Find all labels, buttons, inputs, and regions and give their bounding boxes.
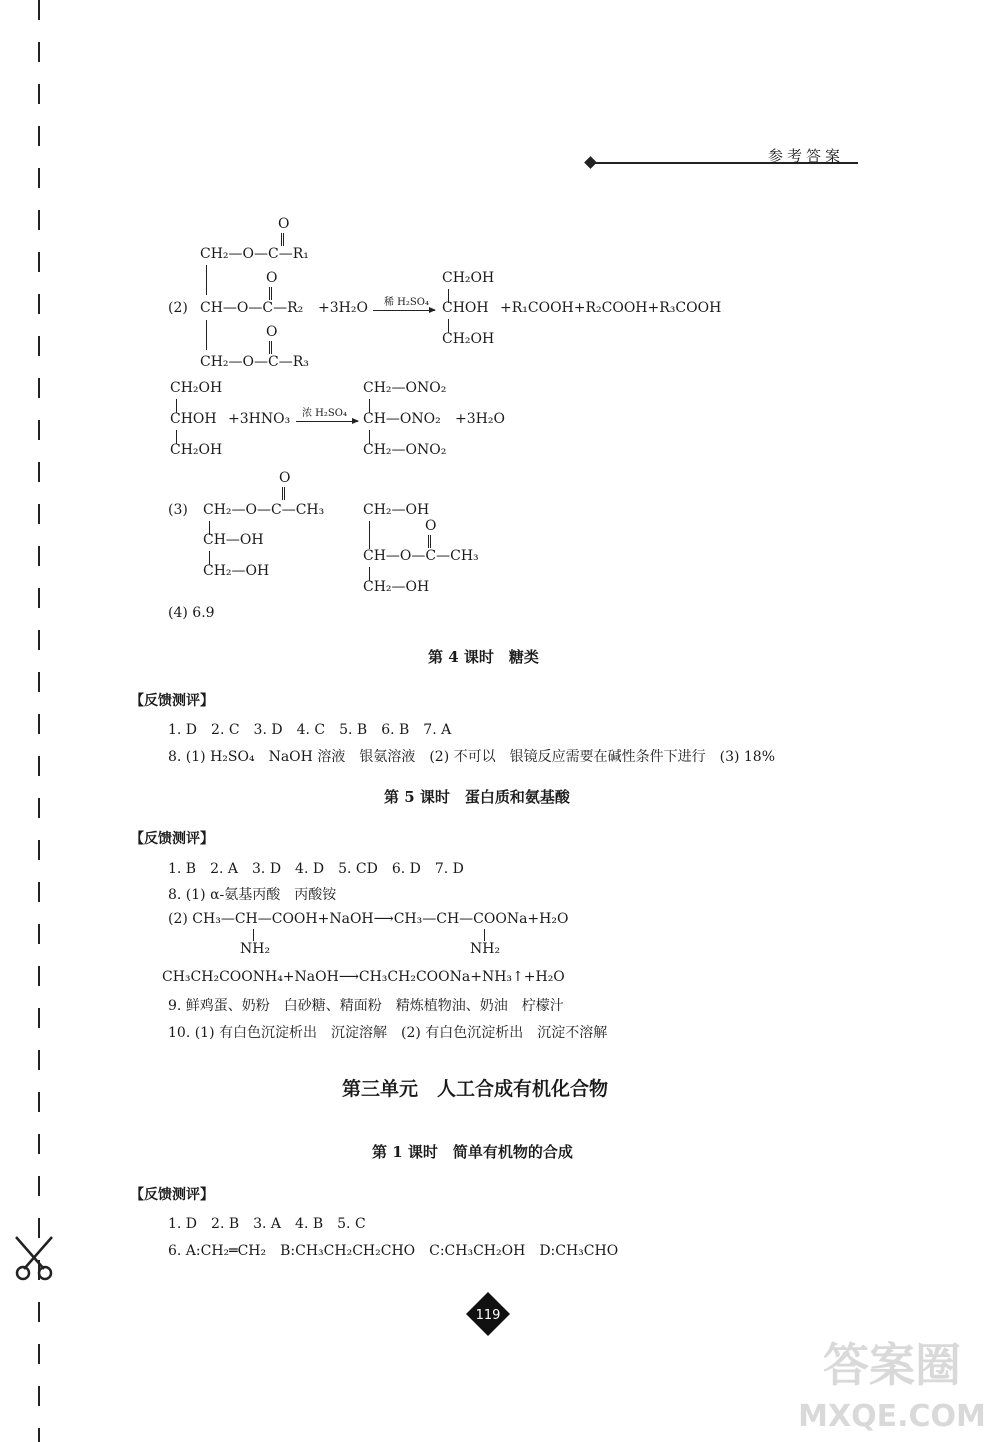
reagent: +3H₂O: [318, 300, 368, 316]
page-number: 119: [475, 1308, 501, 1323]
carbonyl-o: O: [279, 470, 291, 486]
double-bond: [282, 487, 285, 500]
cut-line: [38, 0, 40, 1442]
answer-line: 1. D 2. B 3. A 4. B 5. C: [168, 1216, 366, 1232]
watermark-logo: [792, 1326, 992, 1436]
unit-title: 第三单元 人工合成有机化合物: [342, 1078, 609, 1100]
answer-4: (4) 6.9: [168, 605, 215, 621]
lesson-1-title: 第 1 课时 简单有机物的合成: [372, 1143, 573, 1161]
carbonyl-o: O: [266, 270, 278, 286]
reactant-row-1: CH₂OH: [170, 380, 223, 396]
feedback-heading: 【反馈测评】: [130, 1187, 214, 1203]
lesson-5-title: 第 5 课时 蛋白质和氨基酸: [384, 788, 570, 806]
product-row-3: CH₂OH: [442, 331, 495, 347]
watermark-text: 答案圈: [823, 1338, 961, 1392]
bond: [206, 320, 207, 350]
item-label: (2): [168, 300, 188, 316]
water-product: +3H₂O: [455, 411, 505, 427]
answer-line: 8. (1) H₂SO₄ NaOH 溶液 银氨溶液 (2) 不可以 银镜反应需要在碱性条件下进行 (3) 18%: [168, 749, 776, 765]
isomer-a-row-2: CH—OH: [203, 532, 264, 548]
amino-group: NH₂: [470, 941, 501, 957]
double-bond: [269, 287, 272, 300]
answer-line: 1. B 2. A 3. D 4. D 5. CD 6. D 7. D: [168, 861, 464, 877]
feedback-heading: 【反馈测评】: [130, 693, 214, 709]
answer-line: 10. (1) 有白色沉淀析出 沉淀溶解 (2) 有白色沉淀析出 沉淀不溶解: [168, 1025, 608, 1041]
double-bond: [269, 341, 272, 354]
isomer-b-row-1: CH₂—OH: [363, 502, 430, 518]
product-row-1: CH₂—ONO₂: [363, 380, 447, 396]
answer-equation: CH₃CH₂COONH₄+NaOH⟶CH₃CH₂COONa+NH₃↑+H₂O: [162, 969, 565, 985]
answer-line: 8. (1) α-氨基丙酸 丙酸铵: [168, 887, 337, 903]
bond: [253, 929, 254, 941]
ester-row-3: CH₂—O—C—R₃: [200, 354, 309, 370]
carbonyl-o: O: [425, 518, 437, 534]
product-row-3: CH₂—ONO₂: [363, 442, 447, 458]
isomer-a-row-1: CH₂—O—C—CH₃: [203, 502, 325, 518]
carbonyl-o: O: [266, 324, 278, 340]
reactant-row-3: CH₂OH: [170, 442, 223, 458]
header-title: 参考答案: [768, 147, 845, 165]
condition: 浓 H₂SO₄: [302, 408, 347, 419]
page-number-badge: [464, 1290, 512, 1338]
product-row-2: CH—ONO₂: [363, 411, 441, 427]
reaction-arrow: [373, 310, 435, 311]
answer-line: 1. D 2. C 3. D 4. C 5. B 6. B 7. A: [168, 722, 452, 738]
watermark-url: MXQE.COM: [798, 1399, 986, 1434]
condition: 稀 H₂SO₄: [384, 297, 429, 308]
answer-equation: (2) CH₃—CH—COOH+NaOH⟶CH₃—CH—COONa+H₂O: [168, 911, 569, 927]
carbonyl-o: O: [278, 216, 290, 232]
item-label: (3): [168, 502, 188, 518]
product-row-1: CH₂OH: [442, 270, 495, 286]
isomer-a-row-3: CH₂—OH: [203, 563, 270, 579]
bond: [369, 521, 370, 549]
acid-products: +R₁COOH+R₂COOH+R₃COOH: [500, 300, 722, 316]
amino-group: NH₂: [240, 941, 271, 957]
ester-row-2: CH—O—C—R₂: [200, 300, 304, 316]
isomer-b-row-2: CH—O—C—CH₃: [363, 548, 479, 564]
answer-line: 6. A:CH₂═CH₂ B:CH₃CH₂CH₂CHO C:CH₃CH₂OH D:CH₃CHO: [168, 1243, 619, 1259]
reaction-arrow: [296, 421, 358, 422]
bond: [484, 929, 485, 941]
lesson-4-title: 第 4 课时 糖类: [428, 648, 539, 666]
reagent: +3HNO₃: [228, 411, 291, 427]
feedback-heading: 【反馈测评】: [130, 831, 214, 847]
double-bond: [281, 233, 284, 246]
answer-line: 9. 鲜鸡蛋、奶粉 白砂糖、精面粉 精炼植物油、奶油 柠檬汁: [168, 998, 564, 1014]
bond: [206, 265, 207, 295]
isomer-b-row-3: CH₂—OH: [363, 579, 430, 595]
reactant-row-2: CHOH: [170, 411, 217, 427]
product-row-2: CHOH: [442, 300, 489, 316]
scissors-icon: [12, 1235, 56, 1281]
ester-row-1: CH₂—O—C—R₁: [200, 246, 309, 262]
double-bond: [428, 535, 431, 548]
